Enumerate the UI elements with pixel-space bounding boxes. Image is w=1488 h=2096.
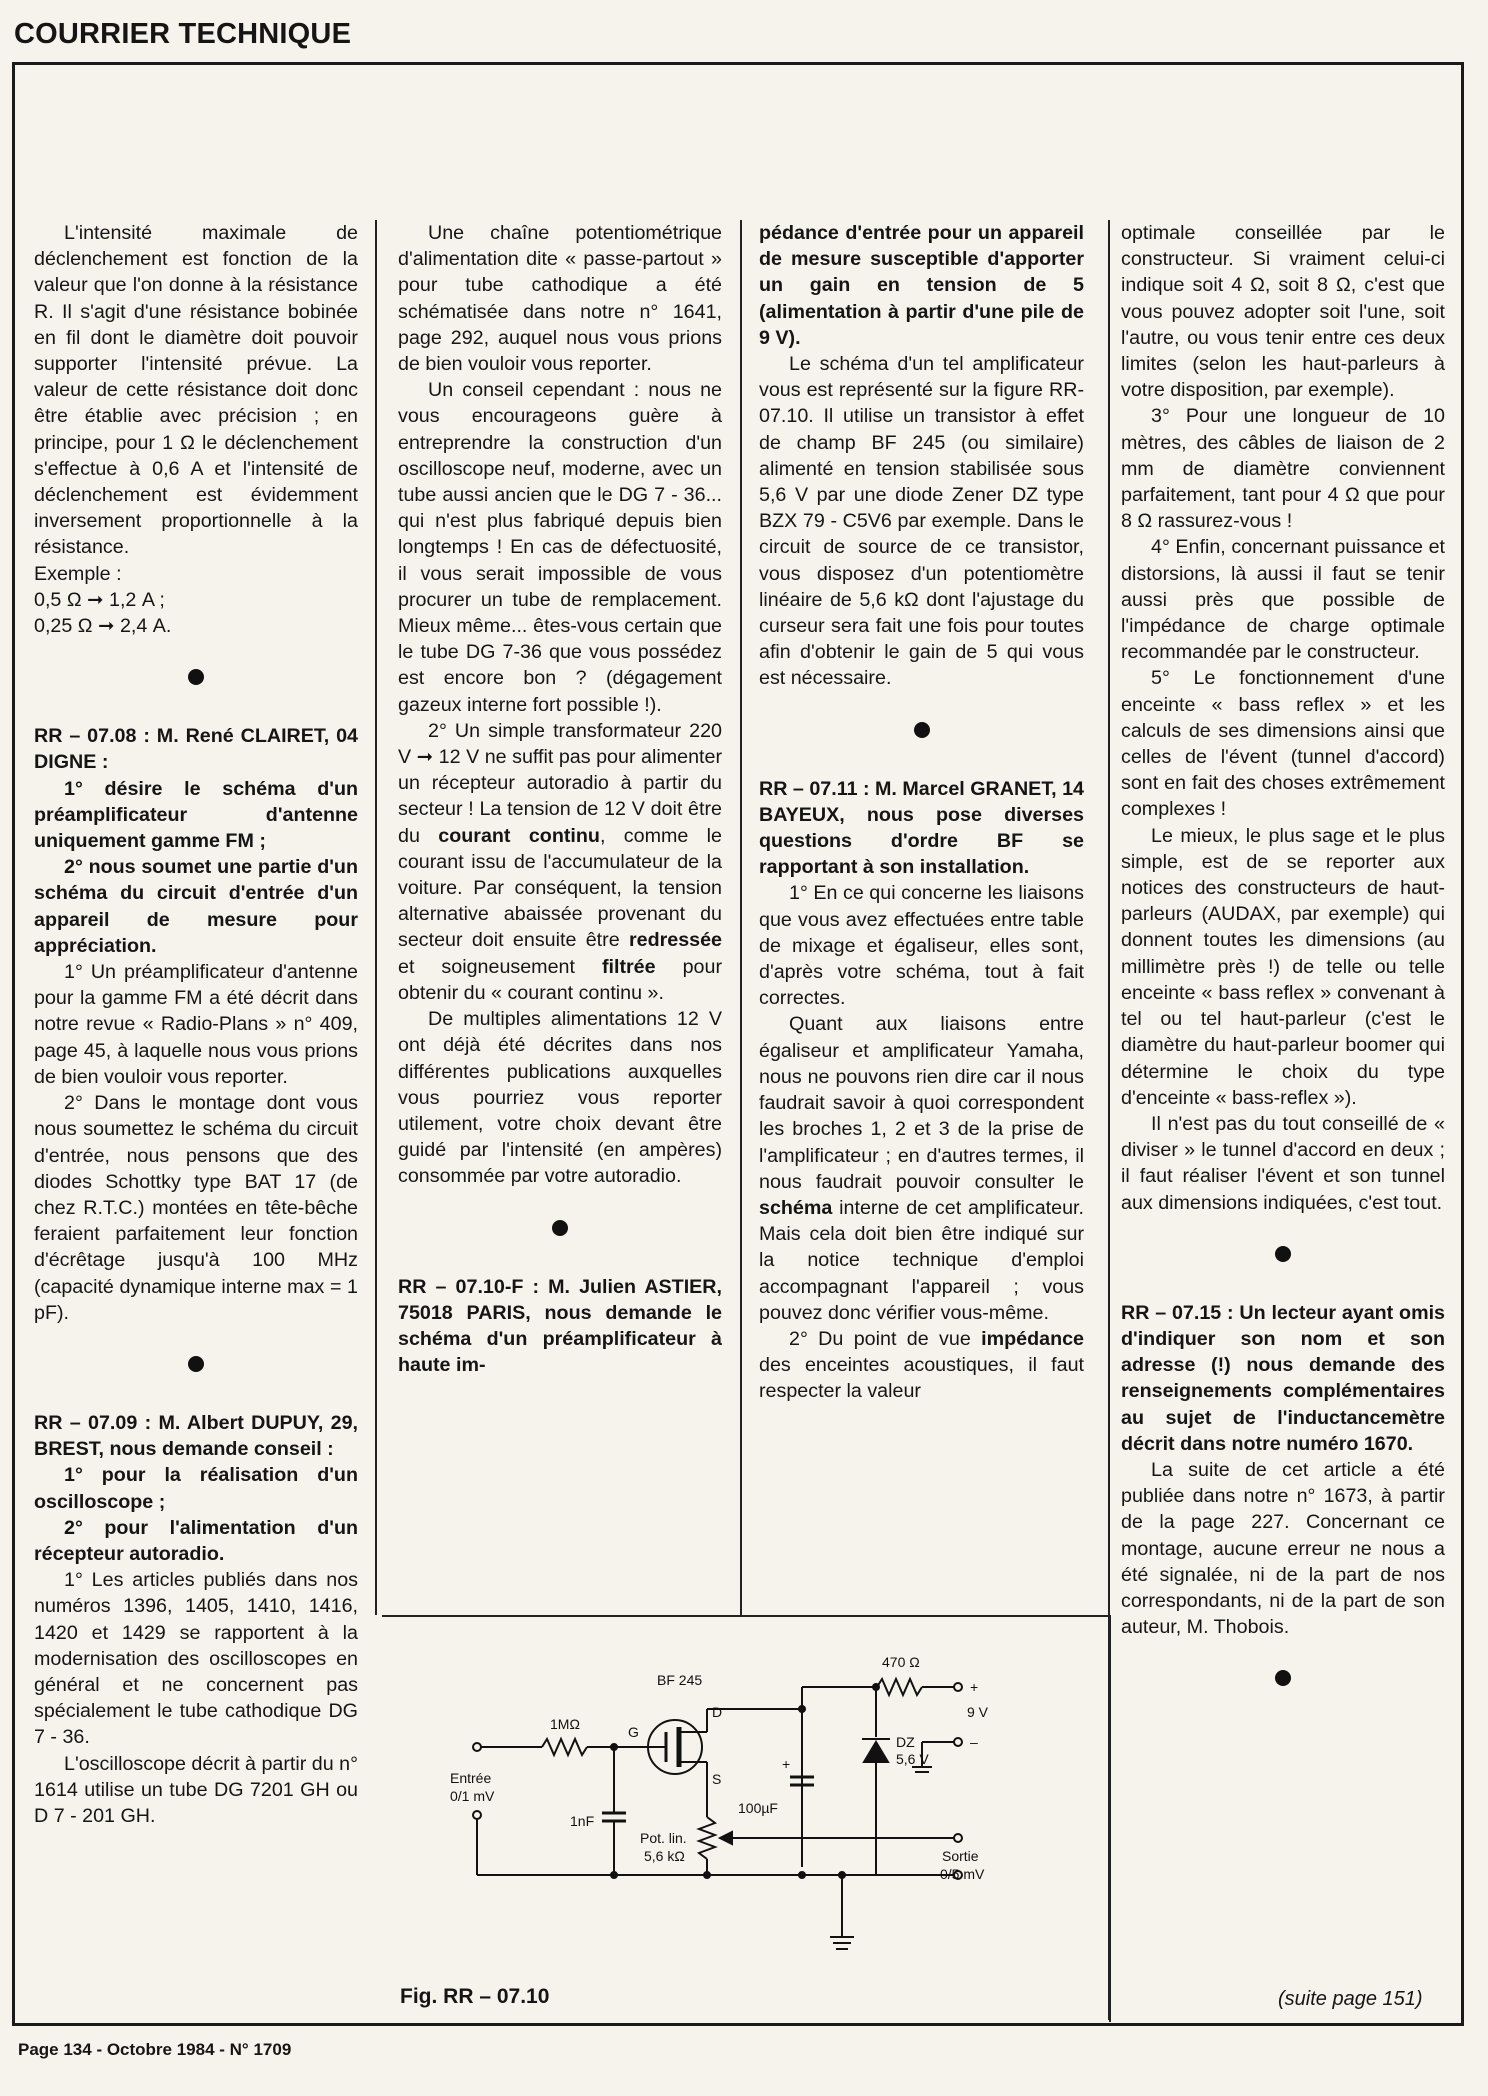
fig-label-entree: Entrée (450, 1770, 492, 1786)
bullet-separator (1275, 1246, 1291, 1262)
fig-label-dz: DZ (896, 1734, 915, 1750)
fig-label-sortie-range: 0/5 mV (940, 1866, 985, 1882)
bullet-separator (188, 1356, 204, 1372)
column-1 (34, 220, 358, 1829)
question-heading: RR – 07.09 : M. Albert DUPUY, 29, BREST, nous demande conseil : (34, 1411, 358, 1461)
column-divider (375, 220, 377, 1615)
example-line: 0,5 Ω ➞ 1,2 A ; (34, 588, 165, 611)
paragraph: Le mieux, le plus sage et le plus simple, est de se reporter aux notices des constructeurs de haut-parleurs (AUDAX, par exemple) qui donnent toutes les dimensions (au millimètre près !) de telle ou telle enceinte « bass reflex » convenant à tel ou tel haut-parleur (c'est le diamètre du haut-parleur boomer qui détermine le choix du type d'enceinte « bass-reflex »). (1121, 824, 1445, 1109)
figure-box (382, 1615, 1111, 2022)
fig-label-entree-range: 0/1 mV (450, 1788, 495, 1804)
paragraph: 2° Un simple transformateur 220 V ➞ 12 V ne suffit pas pour alimenter un récepteur autoradio à partir du secteur ! La tension de 12 V doit être du courant continu, comme le courant issu de l'accumulateur de la voiture. Par conséquent, la tension alternative abaissée provenant du secteur doit ensuite être redressée et soigneusement filtrée pour obtenir du « courant continu ». (398, 719, 723, 1004)
fig-label-5v6: 5,6 V (896, 1751, 929, 1767)
fig-label-d: D (712, 1704, 723, 1720)
column-divider (740, 220, 742, 1615)
fig-label-9v: 9 V (967, 1704, 989, 1720)
paragraph: 1° Les articles publiés dans nos numéros 1396, 1405, 1410, 1416, 1420 et 1429 se rapportent à la modernisation des oscilloscopes en général et ne concernent pas spécialement le tube cathodique DG 7 - 36. (34, 1569, 358, 1749)
fig-label-r470: 470 Ω (882, 1654, 920, 1670)
paragraph: 5° Le fonctionnement d'une enceinte « bass reflex » et les calculs de ses dimensions ainsi que celles de l'évent (tunnel d'accord) sont en fait des choses extrêmement complexes ! (1121, 667, 1445, 821)
section-title: COURRIER TECHNIQUE (14, 18, 352, 50)
paragraph: 2° Dans le montage dont vous nous soumettez le schéma du circuit d'entrée, nous pensons que des diodes Schottky type BAT 17 (de chez R.T.C.) montées en tête-bêche feraient parfaitement leur fonction d'écrêtage jusqu'à 100 MHz (capacité dynamique interne max = 1 pF). (34, 1092, 358, 1324)
bullet-separator (914, 722, 930, 738)
question-item: 1° désire le schéma d'un préamplificateur d'antenne uniquement gamme FM ; (34, 777, 358, 853)
question-heading: RR – 07.11 : M. Marcel GRANET, 14 BAYEUX, nous pose diverses questions d'ordre BF se rapportant à son installation. (759, 777, 1084, 879)
question-heading: RR – 07.10-F : M. Julien ASTIER, 75018 PARIS, nous demande le schéma d'un préamplificateur à haute im- (398, 1275, 722, 1377)
paragraph: 1° Un préamplificateur d'antenne pour la gamme FM a été décrit dans notre revue « Radio-Plans » n° 409, page 45, à laquelle nous vous prions de bien vouloir vous reporter. (34, 961, 358, 1088)
bullet-separator (188, 669, 204, 685)
column-4 (1121, 220, 1445, 1724)
question-heading: RR – 07.08 : M. René CLAIRET, 04 DIGNE : (34, 725, 358, 774)
page-footer: Page 134 - Octobre 1984 - N° 1709 (18, 2040, 292, 2059)
paragraph: L'oscilloscope décrit à partir du n° 1614 utilise un tube DG 7201 GH ou D 7 - 201 GH. (34, 1752, 358, 1827)
fig-label-pot: Pot. lin. (640, 1830, 687, 1846)
question-heading-continued: pédance d'entrée pour un appareil de mesure susceptible d'apporter un gain en tension de 5 (alimentation à partir d'une pile de 9 V). (759, 222, 1084, 349)
fig-label-cap-plus: + (782, 1756, 791, 1772)
paragraph: De multiples alimentations 12 V ont déjà été décrites dans nos différentes publications auxquelles vous pourriez vous reporter utilement, votre choix devant être guidé par l'intensité (en ampères) consommée par votre autoradio. (398, 1008, 722, 1188)
column-3 (759, 220, 1084, 1405)
paragraph: optimale conseillée par le constructeur. Si vraiment celui-ci indique soit 4 Ω, soit 8 Ω, c'est que vous pouvez adopter soit l'une, soit l'autre, ou vous tenir entre ces deux limites (selon les haut-parleurs à votre disposition, par exemple). (1121, 222, 1445, 402)
fig-label-s: S (712, 1771, 722, 1787)
paragraph: 2° Du point de vue impédance des enceintes acoustiques, il faut respecter la valeur (759, 1327, 1084, 1403)
paragraph: Une chaîne potentiométrique d'alimentation dite « passe-partout » pour tube cathodique a été schématisée dans notre n° 1641, page 292, auquel nous vous prions de bien vouloir vous reporter. (398, 222, 722, 376)
fig-label-g: G (628, 1724, 639, 1740)
paragraph: 4° Enfin, concernant puissance et distorsions, là aussi il faut se tenir aussi près que possible de l'impédance de charge optimale recommandée par le constructeur. (1121, 536, 1445, 664)
fig-label-minus: – (970, 1734, 978, 1750)
fig-label-plus: + (970, 1679, 979, 1695)
paragraph: Quant aux liaisons entre égaliseur et amplificateur Yamaha, nous ne pouvons rien dire car il nous faudrait savoir à quoi correspondent les broches 1, 2 et 3 de la prise de l'amplificateur ; en d'autres termes, il nous faudrait pouvoir consulter le schéma interne de cet amplificateur. Mais cela doit bien être indiqué sur la notice technique d'emploi accompagnant l'appareil ; vous pouvez donc vérifier vous-même. (759, 1013, 1084, 1324)
paragraph: Il n'est pas du tout conseillé de « diviser » le tunnel d'accord en deux ; il faut réaliser l'évent et son tunnel aux dimensions indiquées, c'est tout. (1121, 1112, 1445, 1214)
continued-note: (suite page 151) (1278, 1988, 1423, 2010)
column-2 (398, 220, 722, 1378)
paragraph: 3° Pour une longueur de 10 mètres, des câbles de liaison de 2 mm de diamètre conviennent parfaitement, tant pour 4 Ω que pour 8 Ω rassurez-vous ! (1121, 405, 1445, 533)
paragraph: L'intensité maximale de déclenchement est fonction de la valeur que l'on donne à la résistance R. Il s'agit d'une résistance bobinée en fil dont le diamètre doit pouvoir supporter l'intensité prévue. La valeur de cette résistance doit donc être établie avec précision ; en principe, pour 1 Ω le déclenchement s'effectue à 0,6 A et l'intensité de déclenchement est évidemment inversement proportionnelle à la résistance. (34, 222, 358, 559)
example-label: Exemple : (34, 562, 122, 585)
fig-label-pot-value: 5,6 kΩ (644, 1848, 685, 1864)
bullet-separator (552, 1220, 568, 1236)
fig-label-sortie: Sortie (942, 1848, 979, 1864)
paragraph: Le schéma d'un tel amplificateur vous est représenté sur la figure RR-07.10. Il utilise un transistor à effet de champ BF 245 (ou similaire) alimenté en tension stabilisée sous 5,6 V par une diode Zener DZ type BZX 79 - C5V6 par exemple. Dans le circuit de source de ce transistor, vous disposez d'un potentiomètre linéaire de 5,6 kΩ dont l'ajustage du curseur sera fait une fois pour toutes afin d'obtenir le gain de 5 qui vous est nécessaire. (759, 353, 1084, 690)
paragraph: 1° En ce qui concerne les liaisons que vous avez effectuées entre table de mixage et égaliseur, elles sont, d'après votre schéma, tout à fait correctes. (759, 882, 1084, 1010)
fig-label-1m: 1MΩ (550, 1716, 580, 1732)
paragraph: Un conseil cependant : nous ne vous encourageons guère à entreprendre la construction d'un oscilloscope neuf, moderne, avec un tube aussi ancien que le DG 7 - 36... qui n'est plus fabriqué depuis bien longtemps ! En cas de défectuosité, il vous serait impossible de vous procurer un tube de remplacement. Mieux même... êtes-vous certain que le tube DG 7-36 que vous possédez est encore bon ? (dégagement gazeux interne fort possible !). (398, 379, 722, 716)
figure-caption: Fig. RR – 07.10 (400, 1985, 550, 2008)
fig-label-bf245: BF 245 (657, 1672, 703, 1688)
paragraph: La suite de cet article a été publiée dans notre n° 1673, à partir de la page 227. Concernant ce montage, aucune erreur ne nous a été signalée, ni de la part de nos correspondants, ni de la part de son auteur, M. Thobois. (1121, 1458, 1445, 1639)
question-item: 2° pour l'alimentation d'un récepteur autoradio. (34, 1516, 358, 1565)
question-item: 2° nous soumet une partie d'un schéma du circuit d'entrée d'un appareil de mesure pour appréciation. (34, 856, 358, 957)
question-heading: RR – 07.15 : Un lecteur ayant omis d'indiquer son nom et son adresse (!) nous demande des renseignements complémentaires au sujet de l'inductancemètre décrit dans notre numéro 1670. (1121, 1301, 1445, 1455)
bullet-separator (1275, 1670, 1291, 1686)
example-line: 0,25 Ω ➞ 2,4 A. (34, 615, 172, 638)
fig-label-1nf: 1nF (570, 1813, 595, 1829)
question-item: 1° pour la réalisation d'un oscilloscope ; (34, 1464, 358, 1513)
fig-label-100uf: 100µF (738, 1800, 778, 1816)
